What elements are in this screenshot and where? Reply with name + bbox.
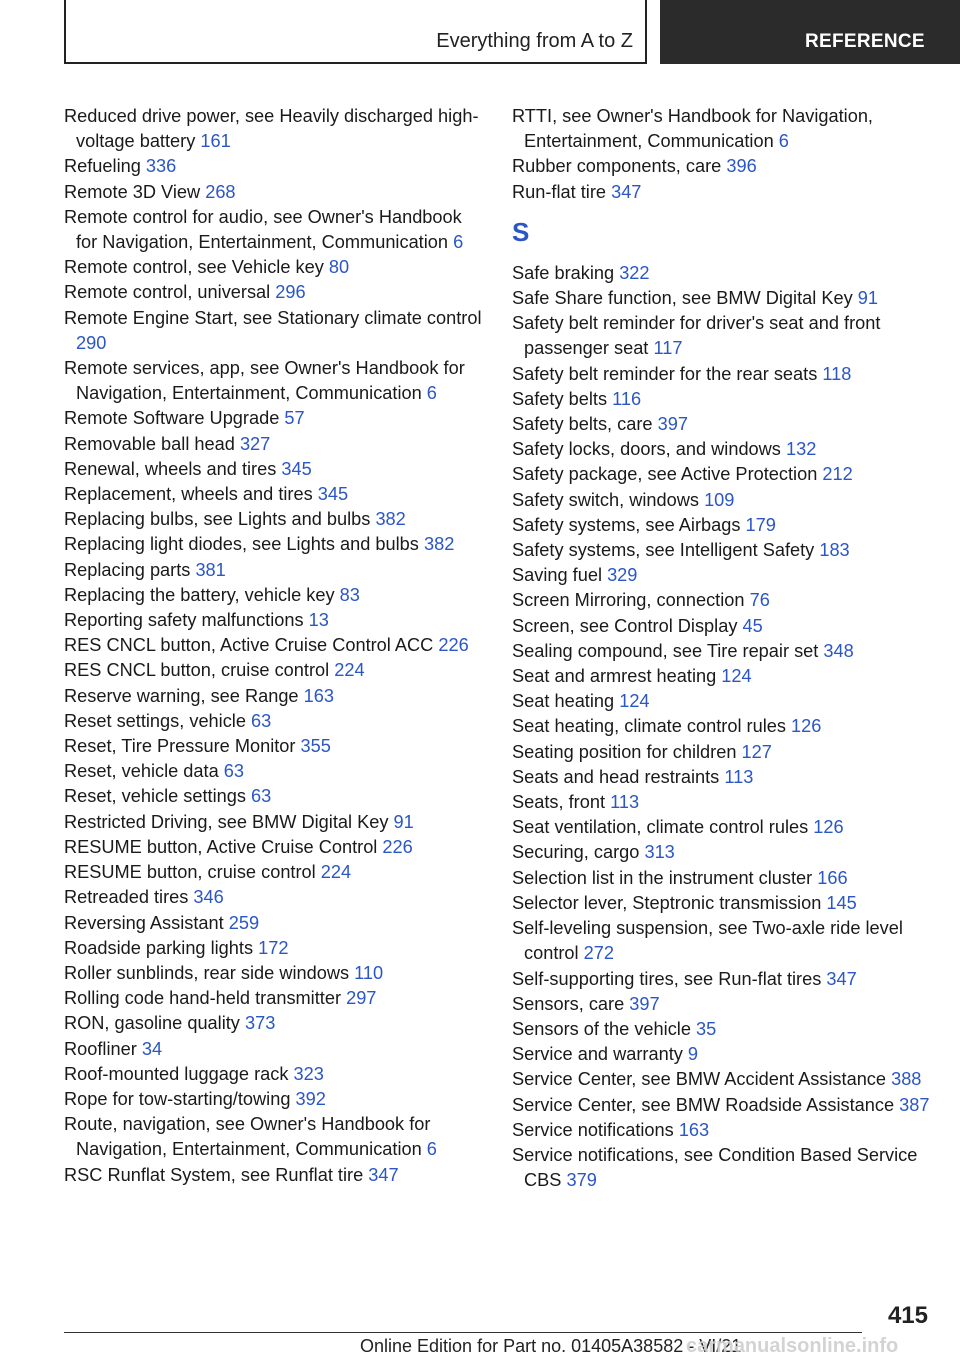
header-chapter-title: REFERENCE: [805, 31, 925, 52]
index-entry-term: Service and warranty: [512, 1044, 683, 1065]
index-entry: [64, 734, 482, 759]
header-section-box: [64, 0, 647, 64]
index-entry-term: Self-supporting tires, see Run-flat tires: [512, 968, 822, 989]
index-entry: [512, 1042, 932, 1067]
index-entry-term: Selection list in the instrument cluster: [512, 867, 813, 888]
index-entry-term: Screen Mirroring, connection: [512, 590, 745, 611]
index-entry-term: Rope for tow-starting/towing: [64, 1088, 291, 1109]
index-entry: [512, 387, 932, 412]
index-entry: [64, 709, 482, 734]
index-entry-term: Seat heating: [512, 691, 615, 712]
index-entry: [512, 286, 932, 311]
index-entry-term: Safety switch, windows: [512, 489, 699, 510]
index-entry-page-link[interactable]: 382: [423, 534, 455, 555]
index-entry-page-link[interactable]: 163: [678, 1119, 710, 1140]
index-entry-page-link[interactable]: 373: [244, 1013, 276, 1034]
index-entry-page-link[interactable]: 379: [566, 1170, 597, 1191]
index-entry-page-link[interactable]: 382: [375, 509, 406, 530]
index-entry: [512, 437, 932, 462]
index-entry: [512, 488, 932, 513]
index-entry-term: Roofliner: [64, 1038, 137, 1059]
index-entry: [64, 1087, 482, 1112]
index-entry-term: Safety systems, see Airbags: [512, 514, 741, 535]
index-entry: [512, 563, 932, 588]
index-entry-term: Remote Software Upgrade: [64, 408, 280, 429]
index-entry-page-link[interactable]: 6: [426, 383, 437, 404]
index-entry: [64, 810, 482, 835]
index-entry: [64, 306, 482, 356]
index-entry: [512, 639, 932, 664]
index-entry-page-link[interactable]: 226: [382, 836, 413, 857]
index-entry-page-link[interactable]: 347: [611, 181, 642, 202]
index-entry: [512, 866, 932, 891]
index-entry: [64, 885, 482, 910]
index-entry-page-link[interactable]: 145: [826, 892, 857, 913]
index-entry-page-link[interactable]: 126: [791, 716, 822, 737]
index-entry: [64, 558, 482, 583]
index-entry-page-link[interactable]: 13: [308, 610, 329, 631]
index-entry: [512, 815, 932, 840]
index-entry: [64, 432, 482, 457]
index-entry-page-link[interactable]: 387: [899, 1094, 930, 1115]
index-entry-term: Roadside parking lights: [64, 937, 254, 958]
index-entry-page-link[interactable]: 117: [653, 338, 683, 359]
index-entry: [64, 1163, 482, 1188]
index-entry-term: Replacing bulbs, see Lights and bulbs: [64, 509, 371, 530]
index-entry-page-link[interactable]: 297: [346, 988, 377, 1009]
index-entry-term: Service Center, see BMW Roadside Assistance: [512, 1094, 895, 1115]
index-entry-page-link[interactable]: 124: [721, 666, 752, 687]
index-entry-term: Safety systems, see Intelligent Safety: [512, 540, 815, 561]
index-entry-page-link[interactable]: 226: [438, 635, 469, 656]
index-entry-term: Self-leveling suspension, see Two-axle ride level control: [512, 918, 903, 964]
index-entry-page-link[interactable]: 63: [223, 761, 244, 782]
index-entry-page-link[interactable]: 57: [284, 408, 305, 429]
index-entry-page-link[interactable]: 296: [275, 282, 306, 303]
index-entry: [64, 457, 482, 482]
index-entry: [64, 986, 482, 1011]
index-entry-page-link[interactable]: 124: [619, 691, 650, 712]
index-entry-term: Safety locks, doors, and windows: [512, 439, 781, 460]
index-entry: [64, 759, 482, 784]
page-number: 415: [887, 1302, 928, 1329]
index-letter-heading: S: [512, 216, 530, 247]
index-entry-term: Remote control, universal: [64, 282, 271, 303]
index-entry-term: Replacing the battery, vehicle key: [64, 584, 335, 605]
index-entry-term: RES CNCL button, cruise control: [64, 660, 330, 681]
index-entry-term: Replacing light diodes, see Lights and bulbs: [64, 534, 419, 555]
index-entry-page-link[interactable]: 63: [251, 786, 272, 807]
index-column-right: [512, 104, 932, 1193]
index-entry-page-link[interactable]: 127: [741, 741, 772, 762]
index-entry-term: Seats, front: [512, 792, 606, 813]
index-entry-page-link[interactable]: 392: [295, 1088, 326, 1109]
header-section-title: Everything from A to Z: [436, 30, 633, 52]
index-entry-term: Seat and armrest heating: [512, 666, 717, 687]
index-entry-term: RTTI, see Owner's Handbook for Navigation, Entertainment, Communication: [512, 106, 873, 152]
index-entry-page-link[interactable]: 268: [205, 181, 236, 202]
footer-divider: [64, 1332, 862, 1333]
index-entry: [512, 538, 932, 563]
index-entry-term: Renewal, wheels and tires: [64, 458, 277, 479]
index-entry: [512, 916, 932, 966]
index-entry: [64, 684, 482, 709]
index-column-left: [64, 104, 482, 1188]
index-entry-page-link[interactable]: 63: [251, 710, 272, 731]
index-entry-term: Saving fuel: [512, 565, 602, 586]
index-entry: [64, 860, 482, 885]
index-entry-term: Reporting safety malfunctions: [64, 610, 304, 631]
index-entry: [512, 180, 932, 205]
index-entry-term: Route, navigation, see Owner's Handbook for Navigation, Entertainment, Communication: [64, 1114, 431, 1160]
index-entry-page-link[interactable]: 76: [749, 590, 770, 611]
index-entry-term: Safety belts: [512, 388, 608, 409]
index-entry: [512, 967, 932, 992]
index-entry-page-link[interactable]: 109: [704, 489, 735, 510]
index-entry-term: Removable ball head: [64, 433, 235, 454]
index-entry: [512, 311, 932, 361]
index-entry-term: Safety belt reminder for driver's seat and front passenger seat: [512, 313, 881, 359]
index-entry-page-link[interactable]: 118: [822, 363, 852, 384]
index-entry-term: Remote control for audio, see Owner's Handbook for Navigation, Entertainment, Communication: [64, 206, 462, 253]
index-entry-page-link[interactable]: 183: [819, 540, 850, 561]
index-entry-term: Safe Share function, see BMW Digital Key: [512, 288, 853, 309]
index-entry-page-link[interactable]: 348: [823, 640, 854, 661]
index-entry: [512, 1067, 932, 1092]
index-entry: [64, 406, 482, 431]
index-entry-page-link[interactable]: 132: [785, 439, 817, 460]
index-entry: [64, 1112, 482, 1162]
index-entry-page-link[interactable]: 45: [742, 615, 763, 636]
index-entry-term: Seats and head restraints: [512, 766, 720, 787]
index-entry-page-link[interactable]: 9: [687, 1044, 699, 1065]
index-entry: [64, 835, 482, 860]
header-chapter-tab: [660, 0, 960, 64]
index-entry-page-link[interactable]: 179: [745, 514, 776, 535]
index-entry-term: RESUME button, cruise control: [64, 862, 316, 883]
index-entry: [512, 412, 932, 437]
index-entry-page-link[interactable]: 327: [239, 433, 271, 454]
index-entry-page-link[interactable]: 329: [607, 565, 638, 586]
index-entry: [64, 583, 482, 608]
index-entry-term: Reset, vehicle settings: [64, 786, 246, 807]
index-entry-page-link[interactable]: 110: [354, 962, 384, 983]
index-entry-page-link[interactable]: 91: [857, 288, 878, 309]
index-entry-page-link[interactable]: 161: [200, 131, 231, 152]
index-entry: [64, 154, 482, 179]
index-entry: [512, 1017, 932, 1042]
index-entry-page-link[interactable]: 345: [281, 458, 312, 479]
index-entry-term: Remote control, see Vehicle key: [64, 257, 324, 278]
index-entry: [64, 633, 482, 658]
index-entry-page-link[interactable]: 83: [339, 584, 360, 605]
index-entry: [64, 255, 482, 280]
index-entry: [64, 482, 482, 507]
index-entry: [512, 154, 932, 179]
index-entry-term: Remote services, app, see Owner's Handbook for Navigation, Entertainment, Communication: [64, 358, 465, 404]
index-entry-page-link[interactable]: 381: [195, 559, 226, 580]
index-entry: [64, 205, 482, 255]
index-entry-term: Reduced drive power, see Heavily discharged high-voltage battery: [64, 106, 479, 152]
index-entry-page-link[interactable]: 224: [334, 660, 365, 681]
index-entry-term: Service notifications, see Condition Based Service CBS: [512, 1144, 918, 1191]
index-entry-term: Reset, vehicle data: [64, 761, 219, 782]
index-entry-page-link[interactable]: 113: [724, 766, 754, 787]
index-entry-page-link[interactable]: 6: [453, 232, 464, 253]
index-entry: [512, 992, 932, 1017]
index-entry-page-link[interactable]: 345: [317, 484, 349, 505]
index-entry-term: Selector lever, Steptronic transmission: [512, 892, 822, 913]
index-entry-term: Safe braking: [512, 262, 615, 283]
index-entry-term: Reserve warning, see Range: [64, 685, 299, 706]
index-entry-term: Roof-mounted luggage rack: [64, 1063, 289, 1084]
index-entry-page-link[interactable]: 336: [145, 156, 177, 177]
index-entry-page-link[interactable]: 397: [657, 414, 688, 435]
index-entry-term: RON, gasoline quality: [64, 1013, 240, 1034]
index-entry-term: Sensors of the vehicle: [512, 1018, 691, 1039]
index-entry: [64, 1011, 482, 1036]
index-entry-page-link[interactable]: 126: [813, 817, 844, 838]
index-entry: [512, 740, 932, 765]
index-entry-term: Seat ventilation, climate control rules: [512, 817, 809, 838]
index-entry-page-link[interactable]: 80: [328, 257, 350, 278]
index-entry: [64, 507, 482, 532]
index-entry: [512, 261, 932, 286]
index-entry: [512, 664, 932, 689]
watermark: carmanualsonline.info: [686, 1335, 899, 1357]
index-entry: [64, 658, 482, 683]
index-entry-page-link[interactable]: 388: [891, 1069, 922, 1090]
index-entry-term: Roller sunblinds, rear side windows: [64, 962, 350, 983]
index-entry: [512, 714, 932, 739]
index-entry: [64, 104, 482, 154]
index-entry: [512, 765, 932, 790]
index-entry-term: Run-flat tire: [512, 181, 607, 202]
index-entry-page-link[interactable]: 397: [629, 993, 660, 1014]
index-entry-page-link[interactable]: 322: [619, 262, 650, 283]
index-entry-term: Sealing compound, see Tire repair set: [512, 640, 819, 661]
index-entry-term: Safety package, see Active Protection: [512, 464, 818, 485]
index-entry-term: Replacement, wheels and tires: [64, 484, 313, 505]
index-entry-page-link[interactable]: 163: [303, 685, 334, 706]
index-entry-page-link[interactable]: 259: [228, 912, 260, 933]
index-entry-term: Safety belt reminder for the rear seats: [512, 363, 818, 384]
index-entry: [64, 1037, 482, 1062]
index-entry-page-link[interactable]: 346: [193, 887, 224, 908]
index-entry-term: Safety belts, care: [512, 414, 653, 435]
index-entry-term: Retreaded tires: [64, 887, 189, 908]
index-entry: [512, 1143, 932, 1193]
index-entry: [64, 356, 482, 406]
index-entry-page-link[interactable]: 347: [826, 968, 857, 989]
index-entry: [512, 1118, 932, 1143]
index-entry-term: Rubber components, care: [512, 156, 722, 177]
index-entry-page-link[interactable]: 116: [612, 388, 642, 409]
index-entry-term: RSC Runflat System, see Runflat tire: [64, 1164, 364, 1185]
index-entry-page-link[interactable]: 347: [368, 1164, 399, 1185]
index-entry-page-link[interactable]: 355: [300, 736, 331, 757]
index-entry: [64, 180, 482, 205]
index-entry-term: Seat heating, climate control rules: [512, 716, 786, 737]
index-entry: [64, 961, 482, 986]
index-entry-page-link[interactable]: 91: [393, 811, 414, 832]
index-entry-page-link[interactable]: 212: [822, 464, 853, 485]
index-entry-page-link[interactable]: 35: [696, 1018, 717, 1039]
index-entry: [512, 614, 932, 639]
index-entry-term: Screen, see Control Display: [512, 615, 738, 636]
index-entry: [64, 532, 482, 557]
index-entry: [512, 462, 932, 487]
index-entry: [512, 362, 932, 387]
index-entry-term: RES CNCL button, Active Cruise Control ACC: [64, 635, 434, 656]
index-entry: [512, 689, 932, 714]
index-entry-term: Sensors, care: [512, 993, 625, 1014]
index-entry: [512, 840, 932, 865]
index-entry: [512, 513, 932, 538]
index-entry: [64, 936, 482, 961]
index-entry: [512, 588, 932, 613]
index-entry-page-link[interactable]: 323: [293, 1063, 324, 1084]
index-entry: [64, 280, 482, 305]
index-entry-page-link[interactable]: 290: [76, 332, 107, 353]
index-entry-term: Remote 3D View: [64, 181, 201, 202]
index-entry-page-link[interactable]: 396: [726, 156, 757, 177]
index-entry-term: Refueling: [64, 156, 141, 177]
index-entry-term: Reset, Tire Pressure Monitor: [64, 736, 296, 757]
index-entry-term: Restricted Driving, see BMW Digital Key: [64, 811, 389, 832]
index-entry-page-link[interactable]: 172: [258, 937, 289, 958]
footer-edition: Online Edition for Part no. 01405A38582 - VI/21: [360, 1336, 742, 1356]
index-entry: [64, 608, 482, 633]
index-entry-page-link[interactable]: 6: [778, 131, 789, 152]
index-entry: [64, 911, 482, 936]
index-entry: [512, 891, 932, 916]
index-entry-term: RESUME button, Active Cruise Control: [64, 836, 378, 857]
index-entry-term: Securing, cargo: [512, 842, 640, 863]
index-entry-term: Service notifications: [512, 1119, 674, 1140]
index-entry-page-link[interactable]: 6: [426, 1139, 437, 1160]
index-entry: [64, 1062, 482, 1087]
index-entry-term: Reversing Assistant: [64, 912, 224, 933]
index-entry-page-link[interactable]: 272: [583, 943, 615, 964]
index-entry-page-link[interactable]: 113: [610, 792, 640, 813]
index-entry: [512, 104, 932, 154]
index-entry-term: Replacing parts: [64, 559, 191, 580]
index-entry-page-link[interactable]: 224: [320, 862, 352, 883]
index-entry-term: Service Center, see BMW Accident Assistance: [512, 1069, 887, 1090]
index-entry: [512, 790, 932, 815]
index-entry-term: Reset settings, vehicle: [64, 710, 246, 731]
index-entry-term: Rolling code hand-held transmitter: [64, 988, 342, 1009]
index-entry-term: Remote Engine Start, see Stationary climate control: [64, 307, 482, 328]
index-entry-page-link[interactable]: 34: [141, 1038, 163, 1059]
index-entry-term: Seating position for children: [512, 741, 737, 762]
index-entry: [512, 1093, 932, 1118]
index-entry-page-link[interactable]: 166: [817, 867, 848, 888]
index-entry-page-link[interactable]: 313: [644, 842, 675, 863]
index-entry: [64, 784, 482, 809]
